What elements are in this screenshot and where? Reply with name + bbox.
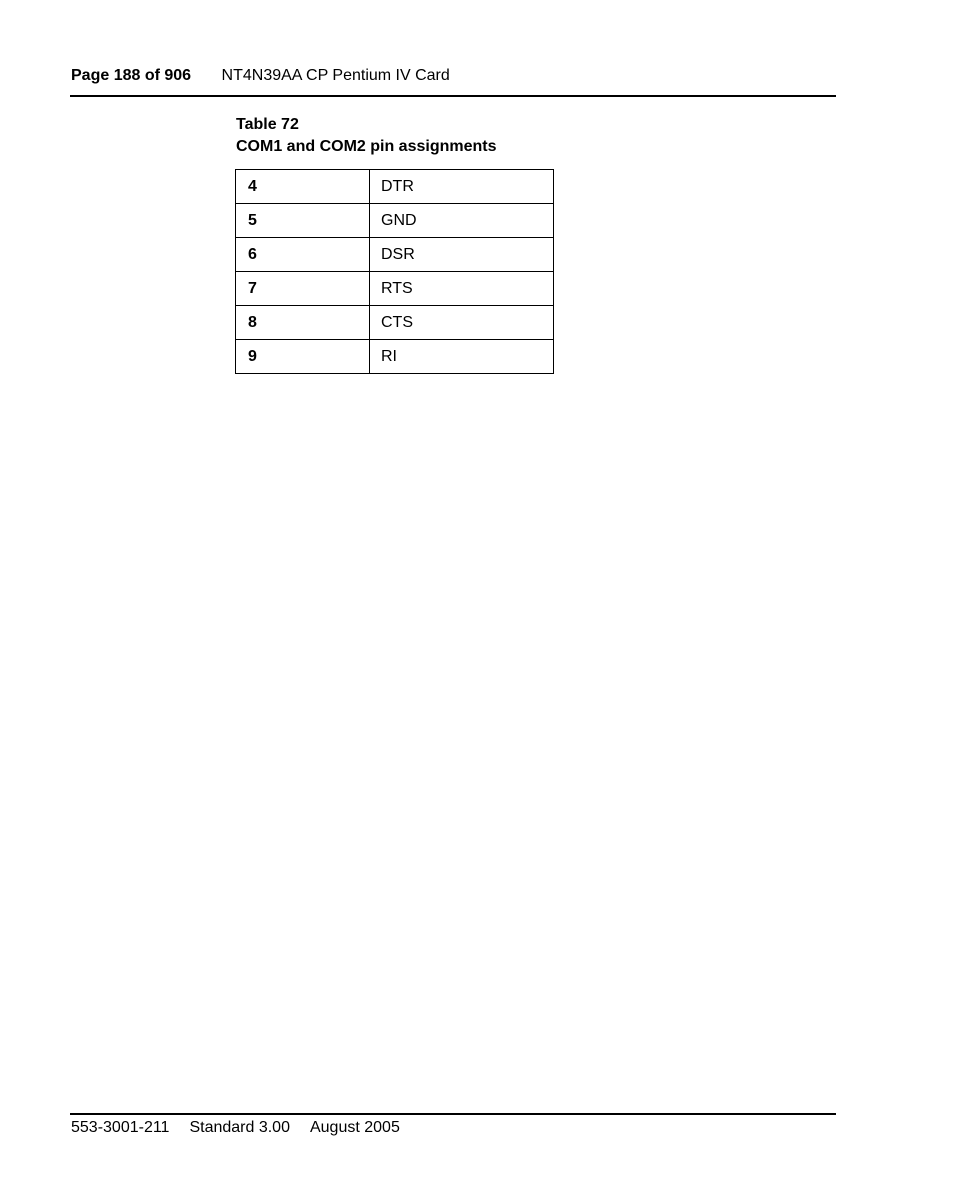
footer-divider — [70, 1113, 836, 1115]
pin-assignment-table — [235, 169, 554, 374]
table-row — [236, 204, 554, 238]
signal-cell: RTS — [370, 272, 554, 306]
document-title: NT4N39AA CP Pentium IV Card — [221, 67, 450, 84]
document-number: 553-3001-211 — [71, 1119, 170, 1136]
table-row — [236, 238, 554, 272]
table-caption — [236, 114, 496, 158]
pin-cell: 6 — [236, 238, 370, 272]
signal-cell: GND — [370, 204, 554, 238]
table-row — [236, 170, 554, 204]
signal-cell: RI — [370, 340, 554, 374]
table-row — [236, 340, 554, 374]
pin-cell: 7 — [236, 272, 370, 306]
page-header — [71, 66, 450, 86]
signal-cell: DTR — [370, 170, 554, 204]
publication-date: August 2005 — [309, 1119, 400, 1136]
table-number: Table 72 — [236, 116, 299, 133]
standard-version: Standard 3.00 — [189, 1119, 290, 1136]
table-row — [236, 272, 554, 306]
page-number: Page 188 of 906 — [71, 67, 192, 84]
header-divider — [70, 95, 836, 97]
pin-cell: 4 — [236, 170, 370, 204]
pin-cell: 8 — [236, 306, 370, 340]
page-footer — [71, 1118, 400, 1138]
pin-cell: 5 — [236, 204, 370, 238]
signal-cell: DSR — [370, 238, 554, 272]
table-row — [236, 306, 554, 340]
pin-cell: 9 — [236, 340, 370, 374]
signal-cell: CTS — [370, 306, 554, 340]
table-title: COM1 and COM2 pin assignments — [236, 138, 497, 155]
